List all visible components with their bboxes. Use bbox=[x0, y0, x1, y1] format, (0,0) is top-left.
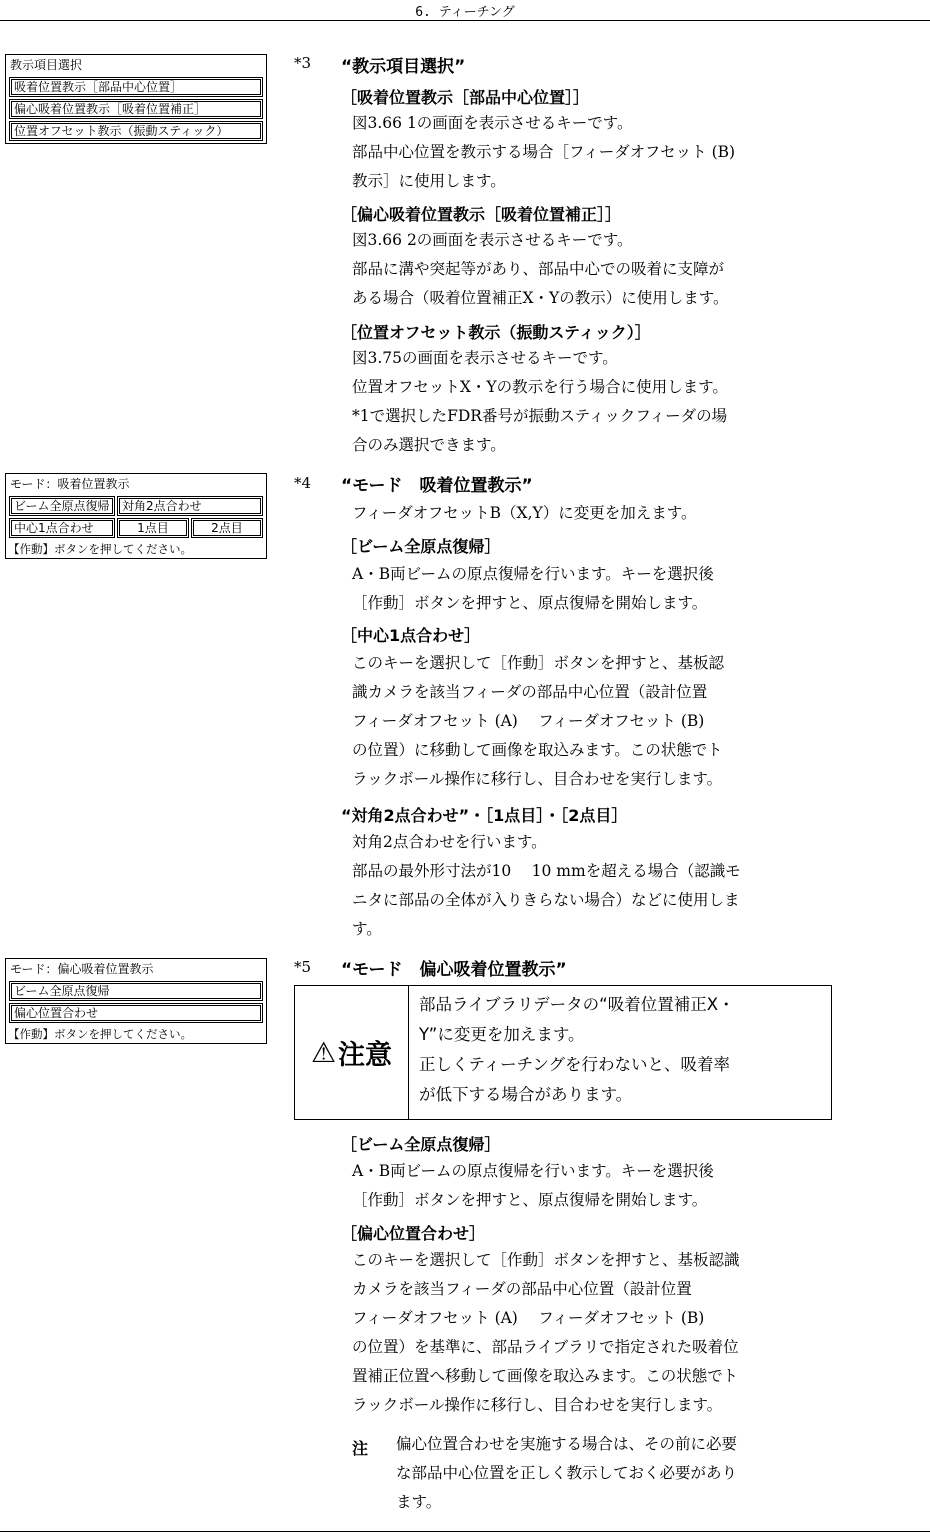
text-line: フィーダオフセット (A) フィーダオフセット (B) bbox=[352, 1309, 705, 1327]
text-line: 教示］に使用します。 bbox=[352, 172, 506, 190]
paragraph bbox=[352, 499, 832, 528]
eccentric-teach-mode-panel bbox=[5, 958, 267, 1044]
subheading: ［位置オフセット教示（振動スティック）］ bbox=[341, 323, 651, 342]
text-line: 識カメラを該当フィーダの部品中心位置（設計位置 bbox=[352, 683, 708, 701]
text-line: ある場合（吸着位置補正X・Yの教示）に使用します。 bbox=[352, 289, 729, 307]
subheading: ［ビーム全原点復帰］ bbox=[341, 537, 501, 556]
text-line: が低下する場合があります。 bbox=[419, 1085, 633, 1104]
caution-box bbox=[294, 985, 832, 1120]
position-offset-teach-button[interactable]: 位置オフセット教示（振動スティック） bbox=[9, 121, 263, 141]
text-line: このキーを選択して［作動］ボタンを押すと、基板認 bbox=[352, 654, 725, 672]
second-point-button[interactable]: 2点目 bbox=[191, 518, 263, 538]
center-1pt-button[interactable]: 中心1点合わせ bbox=[9, 518, 115, 538]
paragraph bbox=[352, 344, 832, 460]
text-line: ［作動］ボタンを押すと、原点復帰を開始します。 bbox=[352, 1191, 708, 1209]
subheading: ［ビーム全原点復帰］ bbox=[341, 1135, 501, 1154]
eccentric-suction-teach-button[interactable]: 偏心吸着位置教示［吸着位置補正］ bbox=[9, 99, 263, 119]
text-line: な部品中心位置を正しく教示しておく必要があり bbox=[396, 1464, 738, 1482]
text-line: このキーを選択して［作動］ボタンを押すと、基板認識 bbox=[352, 1251, 740, 1269]
text-line: 図3.66 1の画面を表示させるキーです。 bbox=[352, 114, 633, 132]
suction-position-teach-button[interactable]: 吸着位置教示［部品中心位置］ bbox=[9, 77, 263, 97]
paragraph bbox=[352, 226, 832, 313]
note-number: *3 bbox=[294, 54, 312, 72]
paragraph bbox=[352, 109, 832, 196]
text-line: 位置オフセットX・Yの教示を行う場合に使用します。 bbox=[352, 378, 728, 396]
text-line: ［作動］ボタンを押すと、原点復帰を開始します。 bbox=[352, 594, 708, 612]
section-heading: “モード 吸着位置教示” bbox=[341, 476, 533, 496]
text-line: 部品中心位置を教示する場合［フィーダオフセット (B) bbox=[352, 143, 736, 161]
subheading: “対角2点合わせ”・［1点目］・［2点目］ bbox=[341, 806, 628, 825]
text-line: の位置）に移動して画像を取込みます。この状態でト bbox=[352, 741, 723, 759]
text-line: 部品ライブラリデータの“吸着位置補正X・ bbox=[419, 995, 735, 1014]
beam-home-button[interactable]: ビーム全原点復帰 bbox=[9, 496, 115, 516]
text-line: Y”に変更を加えます。 bbox=[419, 1025, 585, 1044]
section-heading: “モード 偏心吸着位置教示” bbox=[341, 960, 567, 980]
text-line: カメラを該当フィーダの部品中心位置（設計位置 bbox=[352, 1280, 692, 1298]
text-line: A・B両ビームの原点復帰を行います。キーを選択後 bbox=[352, 1162, 714, 1180]
panel-title: モード：偏心吸着位置教示 bbox=[10, 962, 154, 976]
text-line: の位置）を基準に、部品ライブラリで指定された吸着位 bbox=[352, 1338, 739, 1356]
teach-item-select-panel bbox=[5, 54, 267, 144]
subheading: ［偏心位置合わせ］ bbox=[341, 1224, 486, 1243]
text-line: 合のみ選択できます。 bbox=[352, 436, 506, 454]
text-line: ます。 bbox=[396, 1493, 442, 1511]
text-line: 正しくティーチングを行わないと、吸着率 bbox=[419, 1055, 731, 1074]
subheading: ［吸着位置教示［部品中心位置］］ bbox=[341, 88, 590, 107]
suction-teach-mode-panel bbox=[5, 473, 267, 559]
text-line: 部品の最外形寸法が10 10 mmを超える場合（認識モ bbox=[352, 862, 741, 880]
eccentric-align-button[interactable]: 偏心位置合わせ bbox=[9, 1003, 263, 1023]
footer-rule bbox=[0, 1531, 930, 1532]
text-line: 図3.66 2の画面を表示させるキーです。 bbox=[352, 231, 633, 249]
text-line: A・B両ビームの原点復帰を行います。キーを選択後 bbox=[352, 565, 714, 583]
text-line: 図3.75の画面を表示させるキーです。 bbox=[352, 349, 618, 367]
paragraph bbox=[352, 560, 832, 618]
page-header bbox=[0, 0, 930, 21]
paragraph bbox=[352, 828, 832, 944]
text-line: フィーダオフセットB（X,Y）に変更を加えます。 bbox=[352, 504, 697, 522]
caution-label: 注意 bbox=[338, 1040, 393, 1071]
text-line: フィーダオフセット (A) フィーダオフセット (B) bbox=[352, 712, 705, 730]
beam-home-button[interactable]: ビーム全原点復帰 bbox=[9, 981, 263, 1001]
text-line: す。 bbox=[352, 920, 382, 938]
note-number: *4 bbox=[294, 474, 312, 492]
caution-text bbox=[409, 986, 831, 1119]
note-number: *5 bbox=[294, 958, 312, 976]
paragraph bbox=[352, 1157, 832, 1215]
diagonal-2pt-button[interactable]: 対角2点合わせ bbox=[117, 496, 263, 516]
note-paragraph bbox=[396, 1430, 836, 1517]
panel-title: 教示項目選択 bbox=[10, 58, 83, 72]
warning-icon: ⚠ bbox=[310, 1036, 337, 1069]
first-point-button[interactable]: 1点目 bbox=[117, 518, 189, 538]
caution-label-cell bbox=[295, 986, 409, 1119]
text-line: 偏心位置合わせを実施する場合は、その前に必要 bbox=[396, 1435, 738, 1453]
subheading: ［中心1点合わせ］ bbox=[341, 626, 481, 645]
text-line: 置補正位置へ移動して画像を取込みます。この状態でト bbox=[352, 1367, 738, 1385]
paragraph bbox=[352, 1246, 832, 1420]
section-heading: “教示項目選択” bbox=[341, 57, 466, 77]
text-line: 対角2点合わせを行います。 bbox=[352, 833, 547, 851]
chapter-title: 6. ティーチング bbox=[415, 5, 515, 20]
text-line: 部品に溝や突起等があり、部品中心での吸着に支障が bbox=[352, 260, 725, 278]
text-line: ニタに部品の全体が入りきらない場合）などに使用しま bbox=[352, 891, 740, 909]
text-line: *1で選択したFDR番号が振動スティックフィーダの場 bbox=[352, 407, 728, 425]
instruction-message: 【作動】ボタンを押してください。 bbox=[8, 542, 192, 556]
instruction-message: 【作動】ボタンを押してください。 bbox=[8, 1027, 192, 1041]
panel-title: モード：吸着位置教示 bbox=[10, 477, 130, 491]
paragraph bbox=[352, 649, 832, 794]
text-line: ラックボール操作に移行し、目合わせを実行します。 bbox=[352, 1396, 723, 1414]
note-label: 注 bbox=[352, 1439, 369, 1458]
subheading: ［偏心吸着位置教示［吸着位置補正］］ bbox=[341, 205, 622, 224]
text-line: ラックボール操作に移行し、目合わせを実行します。 bbox=[352, 770, 723, 788]
